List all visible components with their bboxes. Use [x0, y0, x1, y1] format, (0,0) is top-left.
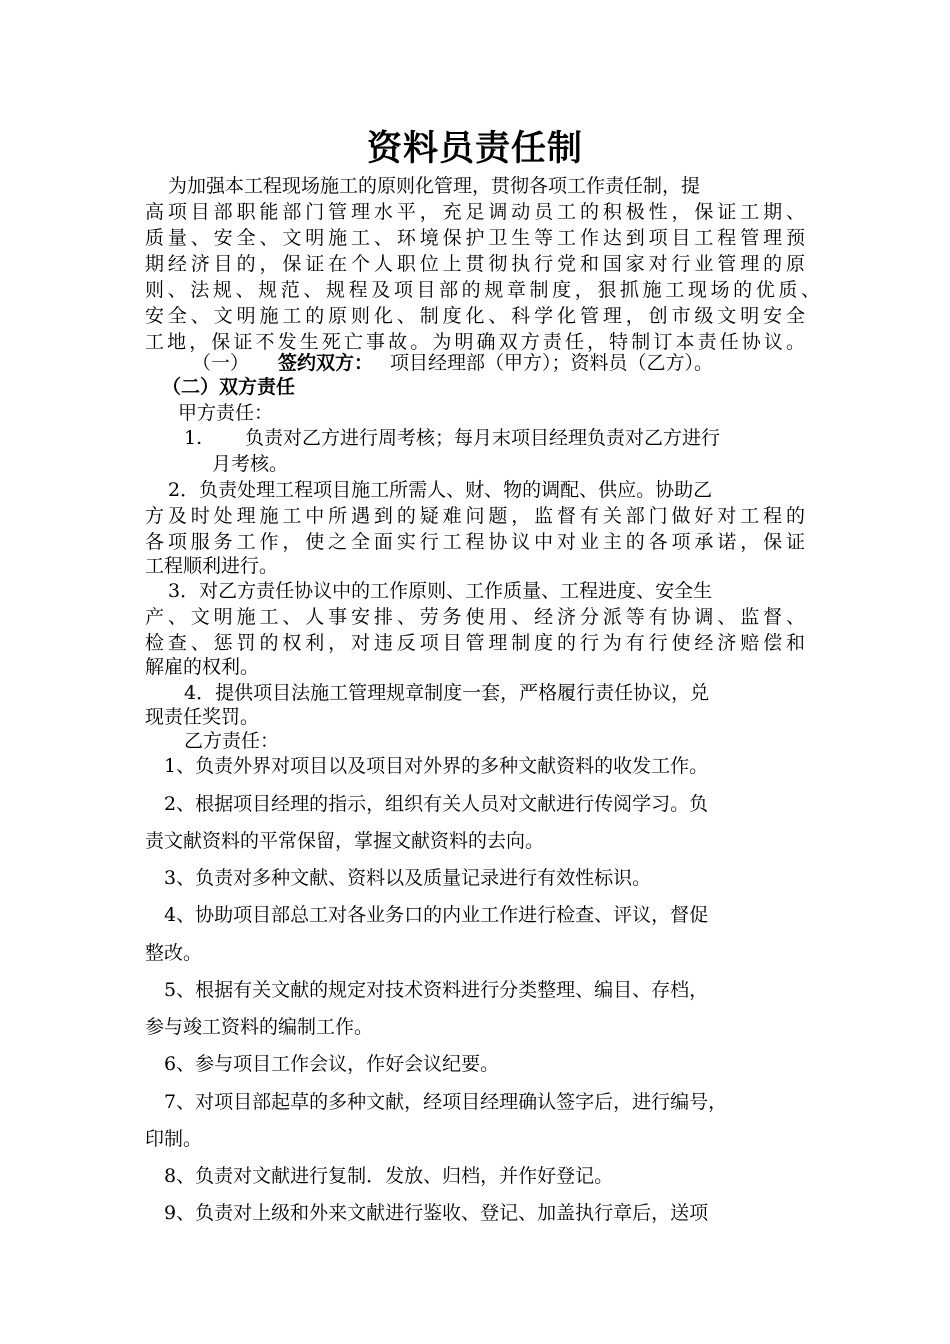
party-b-heading: 乙方责任： — [184, 730, 280, 752]
party-a-heading: 甲方责任： — [178, 402, 274, 424]
intro-line-2: 高项目部职能部门管理水平，充足调动员工的积极性，保证工期、 — [145, 201, 805, 223]
party-b-line-10: 7、对项目部起草的多种文献，经项目经理确认签字后，进行编号， — [164, 1091, 728, 1113]
party-a-item4-line-2: 现责任奖罚。 — [145, 706, 260, 728]
section1-label: 签约双方： — [278, 352, 374, 374]
intro-line-3: 质量、安全、文明施工、环境保护卫生等工作达到项目工程管理预 — [145, 227, 805, 249]
party-b-line-3: 责文献资料的平常保留，掌握文献资料的去向。 — [145, 830, 545, 852]
party-a-item3-line-4: 解雇的权利。 — [145, 656, 260, 678]
document-title: 资料员责任制 — [366, 129, 583, 169]
party-a-item1-line-1: 负责对乙方进行周考核；每月末项目经理负责对乙方进行 — [245, 427, 721, 449]
party-a-item2-line-1: 2．负责处理工程项目施工所需人、财、物的调配、供应。协助乙 — [168, 479, 713, 501]
party-a-item3-line-1: 3．对乙方责任协议中的工作原则、工作质量、工程进度、安全生 — [168, 580, 713, 602]
party-a-item1-line-2: 月考核。 — [212, 453, 289, 475]
party-b-line-11: 印制。 — [145, 1128, 203, 1150]
intro-line-5: 则、法规、规范、规程及项目部的规章制度，狠抓施工现场的优质、 — [145, 279, 820, 301]
party-a-item3-line-2: 产、文明施工、人事安排、劳务使用、经济分派等有协调、监督、 — [145, 606, 805, 628]
party-b-line-12: 8、负责对文献进行复制．发放、归档，并作好登记。 — [164, 1165, 614, 1187]
party-a-item4-line-1: 4．提供项目法施工管理规章制度一套，严格履行责任协议，兑 — [184, 682, 710, 704]
section1-number: （一） — [192, 352, 250, 374]
party-b-line-4: 3、负责对多种文献、资料以及质量记录进行有效性标识。 — [164, 867, 652, 889]
party-b-line-8: 参与竣工资料的编制工作。 — [145, 1016, 374, 1038]
party-b-line-2: 2、根据项目经理的指示，组织有关人员对文献进行传阅学习。负 — [164, 793, 709, 815]
party-b-line-5: 4、协助项目部总工对各业务口的内业工作进行检查、评议，督促 — [164, 904, 709, 926]
intro-line-7: 工地，保证不发生死亡事故。为明确双方责任，特制订本责任协议。 — [145, 331, 805, 353]
party-b-line-9: 6、参与项目工作会议，作好会议纪要。 — [164, 1053, 500, 1075]
intro-line-4: 期经济目的，保证在个人职位上贯彻执行党和国家对行业管理的原 — [145, 253, 805, 275]
party-b-line-13: 9、负责对上级和外来文献进行鉴收、登记、加盖执行章后，送项 — [164, 1202, 709, 1224]
section2-heading: （二）双方责任 — [162, 376, 296, 398]
party-a-item2-line-2: 方及时处理施工中所遇到的疑难问题，监督有关部门做好对工程的 — [145, 505, 805, 527]
party-b-line-7: 5、根据有关文献的规定对技术资料进行分类整理、编目、存档， — [164, 979, 709, 1001]
party-a-item2-line-3: 各项服务工作，使之全面实行工程协议中对业主的各项承诺，保证 — [145, 531, 805, 553]
party-b-line-1: 1、负责外界对项目以及项目对外界的多种文献资料的收发工作。 — [164, 755, 709, 777]
party-b-line-6: 整改。 — [145, 942, 203, 964]
intro-line-6: 安全、文明施工的原则化、制度化、科学化管理，创市级文明安全 — [145, 305, 805, 327]
party-a-item1-number: 1. — [184, 427, 203, 449]
section1-text: 项目经理部（甲方）；资料员（乙方）。 — [390, 352, 714, 374]
party-a-item3-line-3: 检查、惩罚的权利，对违反项目管理制度的行为有行使经济赔偿和 — [145, 632, 805, 654]
party-a-item2-line-4: 工程顺利进行。 — [145, 555, 279, 577]
intro-line-1: 为加强本工程现场施工的原则化管理，贯彻各项工作责任制，提 — [168, 175, 701, 197]
